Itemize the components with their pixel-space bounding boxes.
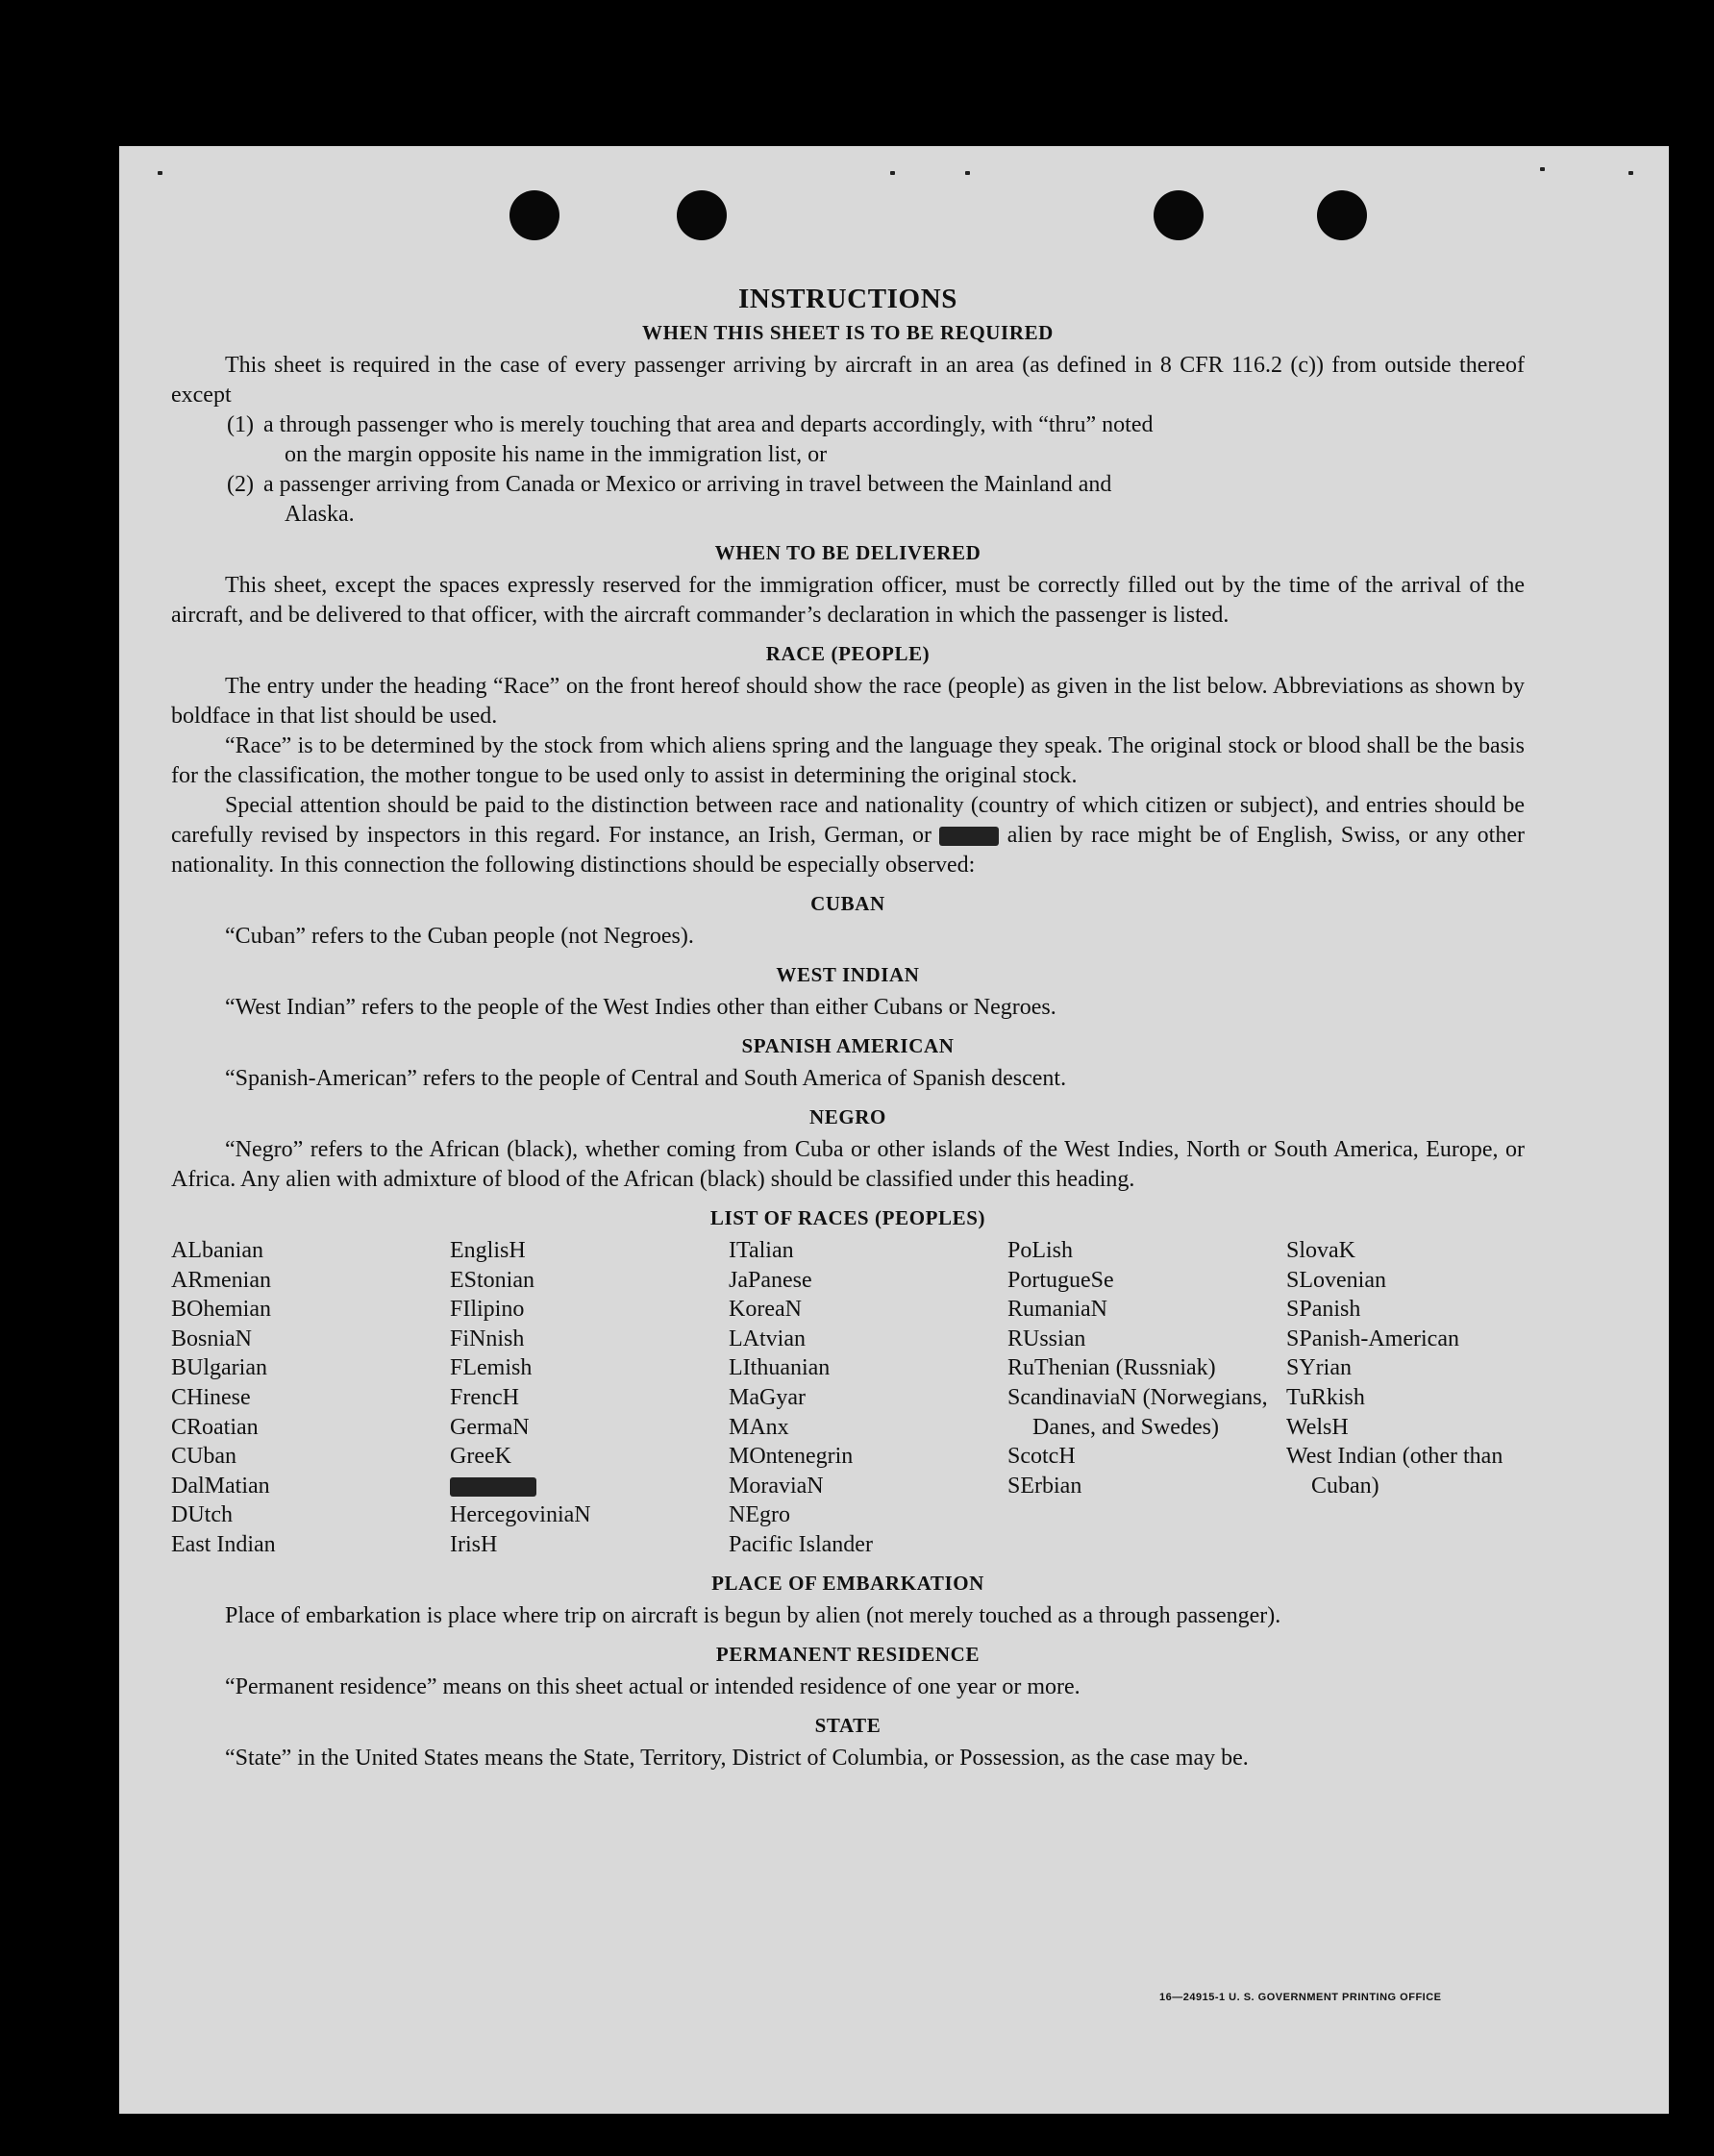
race-item: JaPanese bbox=[729, 1267, 812, 1293]
race-item: EStonian bbox=[450, 1267, 534, 1293]
races-column bbox=[171, 1236, 450, 1560]
race-item: BOhemian bbox=[171, 1297, 271, 1323]
race-item: RUssian bbox=[1007, 1326, 1086, 1351]
paragraph: This sheet, except the spaces expressly reserved for the immigration officer, must be correctly filled out by the time of the arrival of the aircraft, and be delivered to that officer, with the aircraft commander’s declaration in which the passenger is listed. bbox=[171, 573, 1525, 628]
exception-number: (2) bbox=[227, 472, 254, 497]
race-item: SPanish bbox=[1286, 1297, 1361, 1323]
race-item: DalMatian bbox=[171, 1473, 270, 1499]
exception-item bbox=[171, 470, 1525, 530]
race-item: East Indian bbox=[171, 1531, 276, 1557]
races-heading: LIST OF RACES (PEOPLES) bbox=[709, 1206, 986, 1229]
race-item: BUlgarian bbox=[171, 1355, 267, 1381]
race-item: FIlipino bbox=[450, 1297, 525, 1323]
race-item: GreeK bbox=[450, 1444, 511, 1470]
exception-text bbox=[263, 410, 1525, 470]
race-item: Pacific Islander bbox=[729, 1531, 873, 1557]
punch-hole bbox=[677, 190, 727, 240]
race-item: TuRkish bbox=[1286, 1384, 1365, 1410]
paragraph bbox=[171, 791, 1525, 880]
race-item-redacted bbox=[450, 1472, 729, 1501]
exception-text bbox=[263, 470, 1525, 530]
redaction-mark bbox=[450, 1477, 536, 1497]
section-heading: NEGRO bbox=[808, 1105, 886, 1128]
paragraph-part: Special attention should be paid to the distinction between race and nationality (country of which citizen or subject), and entries should be carefully revised by inspectors in this regard. For instance, an Irish, German, or bbox=[171, 793, 1525, 848]
race-item: LAtvian bbox=[729, 1326, 806, 1351]
paragraph: The entry under the heading “Race” on the front hereof should show the race (people) as given in the list below. Abbreviations as shown by boldface in that list should be used. bbox=[171, 674, 1525, 729]
race-item: PoLish bbox=[1007, 1238, 1074, 1263]
section-heading: CUBAN bbox=[810, 892, 885, 915]
race-item: SYrian bbox=[1286, 1355, 1352, 1381]
paragraph: “West Indian” refers to the people of the West Indies other than either Cubans or Negroes. bbox=[225, 995, 1056, 1020]
section-heading: WHEN THIS SHEET IS TO BE REQUIRED bbox=[642, 321, 1054, 344]
instructions-content bbox=[171, 283, 1525, 1773]
speck bbox=[1628, 171, 1633, 175]
paragraph: “Negro” refers to the African (black), whether coming from Cuba or other islands of the West Indies, North or South America, Europe, or Africa. Any alien with admixture of blood of the African (black) should be classified under this heading. bbox=[171, 1137, 1525, 1192]
races-table bbox=[171, 1236, 1525, 1560]
exception-continuation: on the margin opposite his name in the immigration list, or bbox=[285, 442, 828, 467]
speck bbox=[1540, 167, 1545, 171]
race-item: MaGyar bbox=[729, 1384, 806, 1410]
race-item: EnglisH bbox=[450, 1238, 526, 1263]
race-item: ARmenian bbox=[171, 1267, 271, 1293]
section-heading: WEST INDIAN bbox=[776, 963, 920, 986]
race-item: IrisH bbox=[450, 1531, 498, 1557]
race-item: NEgro bbox=[729, 1502, 790, 1528]
redaction-mark bbox=[939, 827, 999, 846]
race-item: CRoatian bbox=[171, 1414, 259, 1440]
race-item: MAnx bbox=[729, 1414, 789, 1440]
race-item: PortugueSe bbox=[1007, 1267, 1114, 1293]
punch-hole bbox=[509, 190, 559, 240]
paragraph-part: alien by race might be of English, Swiss, or any other nationality. In this connection the following distinctions should be especially observed: bbox=[171, 823, 1525, 878]
paragraph: “Cuban” refers to the Cuban people (not Negroes). bbox=[225, 924, 694, 949]
race-item: WelsH bbox=[1286, 1414, 1349, 1440]
races-column bbox=[1007, 1236, 1286, 1560]
race-item: ALbanian bbox=[171, 1238, 263, 1263]
section-heading: STATE bbox=[814, 1713, 882, 1737]
section-heading: PERMANENT RESIDENCE bbox=[715, 1642, 981, 1666]
exception-continuation: Alaska. bbox=[285, 502, 355, 527]
section-heading: RACE (PEOPLE) bbox=[765, 642, 931, 665]
race-item: GermaN bbox=[450, 1414, 530, 1440]
race-item: RuThenian (Russniak) bbox=[1007, 1355, 1216, 1381]
race-item: LIthuanian bbox=[729, 1355, 831, 1381]
race-item: KoreaN bbox=[729, 1297, 802, 1323]
race-item: MoraviaN bbox=[729, 1473, 824, 1499]
punch-hole bbox=[1317, 190, 1367, 240]
paragraph: Place of embarkation is place where trip on aircraft is begun by alien (not merely touched as a through passenger). bbox=[225, 1602, 1281, 1628]
paragraph: “State” in the United States means the State, Territory, District of Columbia, or Possession, as the case may be. bbox=[225, 1745, 1249, 1771]
race-item: BosniaN bbox=[171, 1326, 252, 1351]
race-item: CHinese bbox=[171, 1384, 251, 1410]
section-heading: WHEN TO BE DELIVERED bbox=[714, 541, 981, 564]
race-item: MOntenegrin bbox=[729, 1444, 854, 1470]
paragraph: This sheet is required in the case of every passenger arriving by aircraft in an area (as defined in 8 CFR 116.2 (c)) from outside thereof except bbox=[171, 353, 1525, 408]
race-item: HercegoviniaN bbox=[450, 1502, 591, 1528]
race-item: ScandinaviaN (Norwegians, Danes, and Swedes) bbox=[1007, 1384, 1268, 1440]
speck bbox=[890, 171, 895, 175]
section-heading: SPANISH AMERICAN bbox=[741, 1034, 955, 1057]
race-item: West Indian (other than Cuban) bbox=[1286, 1444, 1503, 1499]
paragraph: “Spanish-American” refers to the people of Central and South America of Spanish descent. bbox=[225, 1066, 1067, 1091]
speck bbox=[158, 171, 162, 175]
document-title: INSTRUCTIONS bbox=[738, 284, 957, 314]
document-sheet bbox=[119, 146, 1669, 2114]
paragraph: “Permanent residence” means on this sheet actual or intended residence of one year or more. bbox=[225, 1673, 1081, 1699]
race-item: SPanish-American bbox=[1286, 1326, 1459, 1351]
speck bbox=[965, 171, 970, 175]
races-column bbox=[729, 1236, 1007, 1560]
section-heading: PLACE OF EMBARKATION bbox=[711, 1571, 984, 1595]
race-item: ScotcH bbox=[1007, 1444, 1076, 1470]
race-item: CUban bbox=[171, 1444, 236, 1470]
race-item: FrencH bbox=[450, 1384, 519, 1410]
exception-item bbox=[171, 410, 1525, 470]
race-item: FLemish bbox=[450, 1355, 533, 1381]
exception-number: (1) bbox=[227, 412, 254, 437]
races-column bbox=[1286, 1236, 1565, 1560]
race-item: SlovaK bbox=[1286, 1238, 1355, 1263]
race-item: SErbian bbox=[1007, 1473, 1082, 1499]
exception-line: a passenger arriving from Canada or Mexico or arriving in travel between the Mainland and bbox=[263, 472, 1112, 497]
race-item: ITalian bbox=[729, 1238, 794, 1263]
punch-hole bbox=[1154, 190, 1204, 240]
race-item: RumaniaN bbox=[1007, 1297, 1107, 1323]
races-column bbox=[450, 1236, 729, 1560]
race-item: SLovenian bbox=[1286, 1267, 1386, 1293]
race-item: FiNnish bbox=[450, 1326, 525, 1351]
exception-line: a through passenger who is merely touching that area and departs accordingly, with “thru” noted bbox=[263, 412, 1154, 437]
paragraph: “Race” is to be determined by the stock from which aliens spring and the language they speak. The original stock or blood shall be the basis for the classification, the mother tongue to be used only to assist in determining the original stock. bbox=[171, 733, 1525, 788]
race-item: DUtch bbox=[171, 1502, 233, 1528]
printing-office-code: 16—24915-1 U. S. GOVERNMENT PRINTING OFFICE bbox=[1159, 1992, 1442, 2003]
